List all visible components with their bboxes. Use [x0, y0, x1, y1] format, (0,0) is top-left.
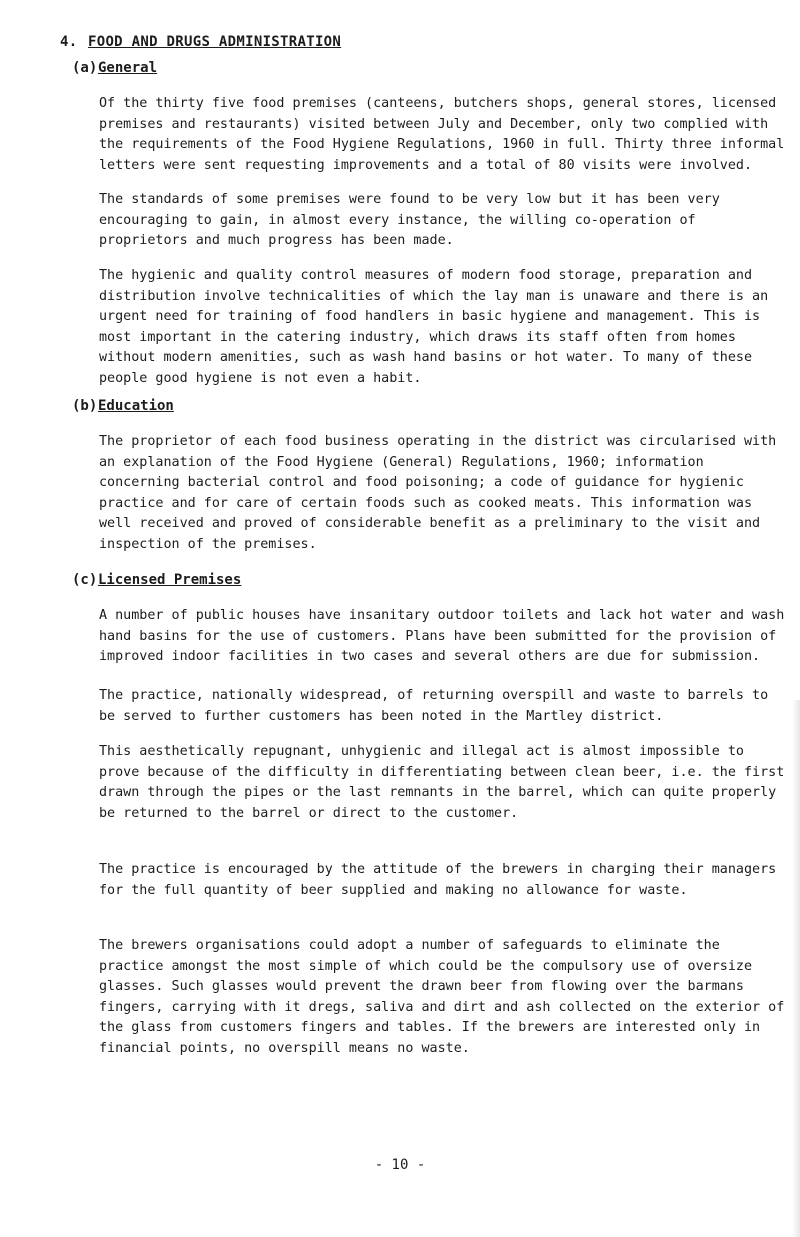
subsection-label: Education: [98, 398, 174, 414]
paragraph: The proprietor of each food business operating in the district was circularised with an explanation of the Food Hygiene (General) Regulations, 1960; information concerning bacterial control and food poisoning; a code of guidance for hygienic practice and for care of certain foods such as cooked meats. This information was well received and proved of considerable benefit as a preliminary to the visit and inspection of the premises.: [99, 434, 777, 552]
subsection-label: Licensed Premises: [98, 572, 242, 588]
subsection-heading-licensed-premises: [72, 572, 241, 588]
subsection-letter: (a): [72, 60, 98, 76]
paragraph: The hygienic and quality control measures of modern food storage, preparation and distribution involve technicalities of which the lay man is unaware and there is an urgent need for training of food handlers in basic hygiene and management. This is most important in the catering industry, which draws its staff often from homes without modern amenities, such as wash hand basins or hot water. To many of these people good hygiene is not even a habit.: [99, 268, 769, 386]
section-heading: [60, 34, 341, 50]
subsection-heading-education: [72, 398, 174, 414]
section-number: 4.: [60, 34, 78, 50]
subsection-heading-general: [72, 60, 157, 76]
subsection-letter: (c): [72, 572, 98, 588]
paragraph: This aesthetically repugnant, unhygienic and illegal act is almost impossible to prove because of the difficulty in differentiating between clean beer, i.e. the first drawn through the pipes or the last remnants in the barrel, which can quite properly be returned to the barrel or direct to the customer.: [99, 744, 785, 821]
scan-edge-shadow: [792, 700, 800, 1237]
subsection-letter: (b): [72, 398, 98, 414]
paragraph: The standards of some premises were found to be very low but it has been very encouraging to gain, in almost every instance, the willing co-operation of proprietors and much progress has been made.: [99, 192, 720, 248]
paragraph: A number of public houses have insanitary outdoor toilets and lack hot water and wash hand basins for the use of customers. Plans have been submitted for the provision of improved indoor facilities in two cases and several others are due for submission.: [99, 608, 785, 664]
paragraph: Of the thirty five food premises (canteens, butchers shops, general stores, licensed premises and restaurants) visited between July and December, only two complied with the requirements of the Food Hygiene Regulations, 1960 in full. Thirty three informal letters were sent requesting improvements and a total of 80 visits were involved.: [99, 96, 785, 173]
paragraph: The practice, nationally widespread, of returning overspill and waste to barrels to be served to further customers has been noted in the Martley district.: [99, 688, 769, 724]
paragraph: The brewers organisations could adopt a number of safeguards to eliminate the practice amongst the most simple of which could be the compulsory use of oversize glasses. Such glasses would prevent the drawn beer from flowing over the barmans fingers, carrying with it dregs, saliva and dirt and ash collected on the exterior of the glass from customers fingers and tables. If the brewers are interested only in financial points, no overspill means no waste.: [99, 938, 785, 1056]
paragraph: The practice is encouraged by the attitude of the brewers in charging their managers for the full quantity of beer supplied and making no allowance for waste.: [99, 862, 777, 898]
section-title: FOOD AND DRUGS ADMINISTRATION: [88, 34, 342, 50]
subsection-label: General: [98, 60, 158, 76]
page-number: - 10 -: [374, 1157, 426, 1173]
